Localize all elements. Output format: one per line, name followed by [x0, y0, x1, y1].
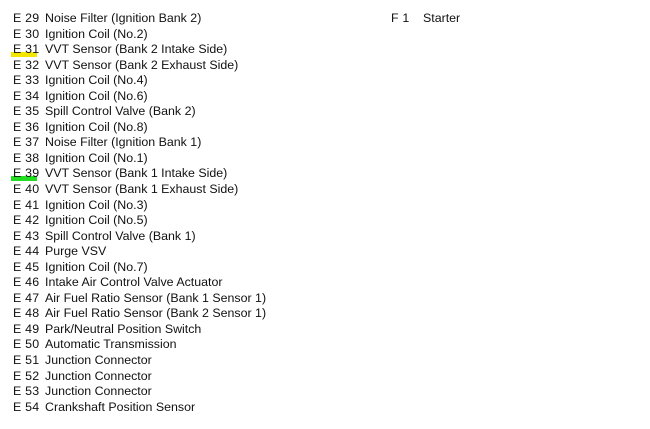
connector-code	[13, 244, 41, 260]
connector-code	[13, 27, 41, 43]
connector-code	[13, 104, 41, 120]
connector-code-text: E 46	[13, 275, 40, 290]
connector-code	[13, 198, 41, 214]
connector-code-text: E 40	[13, 182, 40, 197]
connector-code	[13, 400, 41, 416]
connector-code	[13, 89, 41, 105]
connector-description: Ignition Coil (No.7)	[45, 259, 148, 274]
connector-code	[13, 353, 41, 369]
connector-code-text: E 39	[13, 166, 40, 181]
connector-description: Air Fuel Ratio Sensor (Bank 2 Sensor 1)	[45, 306, 267, 321]
connector-code	[13, 260, 41, 276]
connector-description: Junction Connector	[45, 368, 152, 383]
connector-description: Air Fuel Ratio Sensor (Bank 1 Sensor 1)	[45, 290, 267, 305]
connector-code-text: E 48	[13, 306, 40, 321]
connector-code	[13, 275, 41, 291]
connector-code-text: E 54	[13, 399, 40, 414]
connector-code	[13, 166, 41, 182]
connector-code	[13, 213, 41, 229]
connector-code-text: E 51	[13, 353, 40, 368]
connector-code-text: E 33	[13, 73, 40, 88]
connector-code-text: E 53	[13, 384, 40, 399]
connector-description: Starter	[423, 11, 461, 25]
connector-description: Intake Air Control Valve Actuator	[45, 275, 223, 290]
connector-description: Ignition Coil (No.3)	[45, 197, 148, 212]
connector-code	[13, 73, 41, 89]
connector-code	[13, 11, 41, 27]
connector-code-text: E 31	[13, 42, 40, 57]
connector-description: Automatic Transmission	[45, 337, 177, 352]
connector-description: VVT Sensor (Bank 1 Intake Side)	[45, 166, 228, 181]
connector-code-text: F 1	[391, 11, 410, 25]
connector-description: Junction Connector	[45, 353, 152, 368]
connector-code	[13, 322, 41, 338]
connector-description: Spill Control Valve (Bank 2)	[45, 104, 196, 119]
connector-description: Ignition Coil (No.2)	[45, 26, 148, 41]
connector-code	[13, 291, 41, 307]
connector-code	[13, 58, 41, 74]
connector-code-text: E 42	[13, 213, 40, 228]
connector-description: Noise Filter (Ignition Bank 1)	[45, 135, 202, 150]
connector-description: Ignition Coil (No.8)	[45, 119, 148, 134]
connector-code-text: E 45	[13, 259, 40, 274]
connector-description: Noise Filter (Ignition Bank 2)	[45, 11, 202, 25]
connector-description: VVT Sensor (Bank 2 Exhaust Side)	[45, 57, 239, 72]
connector-code	[13, 135, 41, 151]
connector-code-text: E 37	[13, 135, 40, 150]
connector-description: Ignition Coil (No.5)	[45, 213, 148, 228]
connector-description: Purge VSV	[45, 244, 107, 259]
connector-code-text: E 32	[13, 57, 40, 72]
connector-description: Ignition Coil (No.6)	[45, 88, 148, 103]
connector-code-text: E 38	[13, 150, 40, 165]
connector-description: VVT Sensor (Bank 1 Exhaust Side)	[45, 182, 239, 197]
connector-description: VVT Sensor (Bank 2 Intake Side)	[45, 42, 228, 57]
connector-code-text: E 34	[13, 88, 40, 103]
connector-description: Spill Control Valve (Bank 1)	[45, 228, 196, 243]
connector-code-text: E 29	[13, 11, 40, 25]
connector-description: Ignition Coil (No.1)	[45, 150, 148, 165]
connector-code-text: E 52	[13, 368, 40, 383]
connector-code-text: E 49	[13, 321, 40, 336]
connector-code-text: E 44	[13, 244, 40, 259]
connector-code-text: E 50	[13, 337, 40, 352]
connector-code-text: E 35	[13, 104, 40, 119]
connector-code-text: E 47	[13, 290, 40, 305]
connector-code	[13, 182, 41, 198]
connector-code	[13, 337, 41, 353]
connector-code	[13, 384, 41, 400]
connector-code	[13, 369, 41, 385]
connector-code	[13, 229, 41, 245]
connector-code-text: E 41	[13, 197, 40, 212]
connector-description: Ignition Coil (No.4)	[45, 73, 148, 88]
connector-code	[13, 120, 41, 136]
connector-code	[391, 11, 409, 27]
connector-description: Park/Neutral Position Switch	[45, 321, 202, 336]
connector-code	[13, 306, 41, 322]
connector-code	[13, 42, 41, 58]
connector-description: Crankshaft Position Sensor	[45, 399, 196, 414]
connector-code-text: E 30	[13, 26, 40, 41]
connector-code	[13, 151, 41, 167]
connector-description: Junction Connector	[45, 384, 152, 399]
connector-code-text: E 43	[13, 228, 40, 243]
connector-code-text: E 36	[13, 119, 40, 134]
